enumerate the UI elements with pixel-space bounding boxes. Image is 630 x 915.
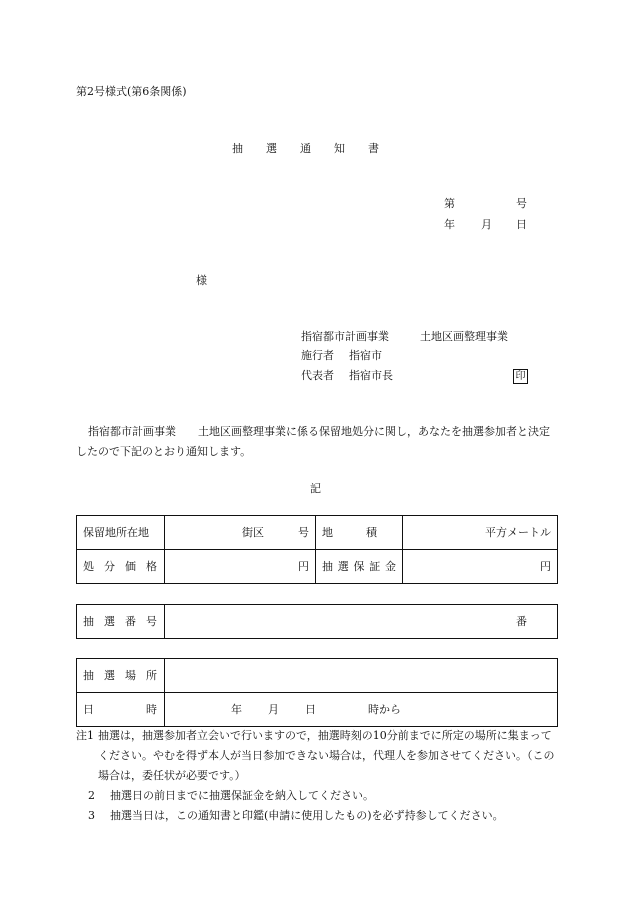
location-cell	[165, 516, 316, 550]
note-item	[76, 786, 558, 806]
deposit-label: 抽 選 保 証 金	[316, 550, 403, 584]
area-unit: 平方メートル	[403, 516, 558, 550]
seal-stamp	[513, 368, 528, 384]
note-number: 2	[88, 789, 95, 802]
lottery-number-unit: 番	[165, 605, 558, 639]
executor-label: 施行者	[301, 349, 334, 362]
place-cell	[165, 659, 558, 693]
body-text: 指宿都市計画事業 土地区画整理事業に係る保留地処分に関し，あなたを抽選参加者と決定したので下記のとおり通知します。	[76, 425, 550, 458]
representative-label: 代表者	[301, 369, 334, 382]
datetime-day: 日	[305, 702, 316, 716]
doc-number-dai: 第	[444, 197, 455, 210]
price-unit: 円	[165, 550, 316, 584]
area-label: 地 積	[316, 516, 403, 550]
datetime-year: 年	[231, 702, 242, 716]
issuer-project-b: 土地区画整理事業	[420, 330, 508, 343]
note-item	[76, 726, 558, 786]
table-row	[77, 693, 558, 727]
block-unit: 街区	[242, 525, 264, 539]
lot-number-unit: 号	[298, 525, 309, 539]
seal-mark: 印	[513, 369, 528, 384]
table-row	[77, 550, 558, 584]
date-day: 日	[516, 218, 527, 231]
note-text: 抽選日の前日までに抽選保証金を納入してください。	[110, 789, 374, 802]
title-char: 抽	[232, 142, 243, 155]
table-row	[77, 516, 558, 550]
executor-name: 指宿市	[349, 349, 382, 362]
addressee-suffix: 様	[196, 274, 207, 287]
datetime-time-from: 時から	[368, 702, 401, 716]
note-text: 抽選は，抽選参加者立会いで行いますので，抽選時刻の10分前までに所定の場所に集まってください。やむを得ず本人が当日参加できない場合は，代理人を参加させてください。（この場合は，委任状が必要です。）	[98, 729, 555, 782]
note-number: 3	[88, 809, 95, 822]
title-char: 選	[266, 142, 277, 155]
table-row	[77, 605, 558, 639]
lottery-schedule-table	[76, 658, 558, 727]
doc-number-go: 号	[516, 197, 527, 210]
date-year: 年	[444, 218, 455, 231]
issuer-project-a: 指宿都市計画事業	[301, 330, 389, 343]
document-title	[232, 141, 379, 156]
lottery-number-table	[76, 604, 558, 639]
title-char: 書	[368, 142, 379, 155]
note-text: 抽選当日は，この通知書と印鑑(申請に使用したもの)を必ず持参してください。	[110, 809, 504, 822]
location-label: 保留地所在地	[77, 516, 165, 550]
place-label: 抽 選 場 所	[77, 659, 165, 693]
datetime-cell	[165, 693, 558, 727]
lottery-number-label: 抽 選 番 号	[77, 605, 165, 639]
price-label: 処 分 価 格	[77, 550, 165, 584]
table-row	[77, 659, 558, 693]
note-number: 注1	[76, 729, 94, 742]
datetime-label: 日 時	[77, 693, 165, 727]
title-char: 知	[334, 142, 345, 155]
note-item	[76, 806, 558, 826]
datetime-month: 月	[268, 702, 279, 716]
date-month: 月	[481, 218, 492, 231]
representative-name: 指宿市長	[349, 369, 393, 382]
lot-info-table	[76, 515, 558, 584]
title-char: 通	[300, 142, 311, 155]
form-number: 第2号様式(第6条関係)	[76, 85, 187, 98]
notes-section	[76, 726, 558, 826]
deposit-unit: 円	[403, 550, 558, 584]
ki-mark: 記	[310, 482, 321, 495]
